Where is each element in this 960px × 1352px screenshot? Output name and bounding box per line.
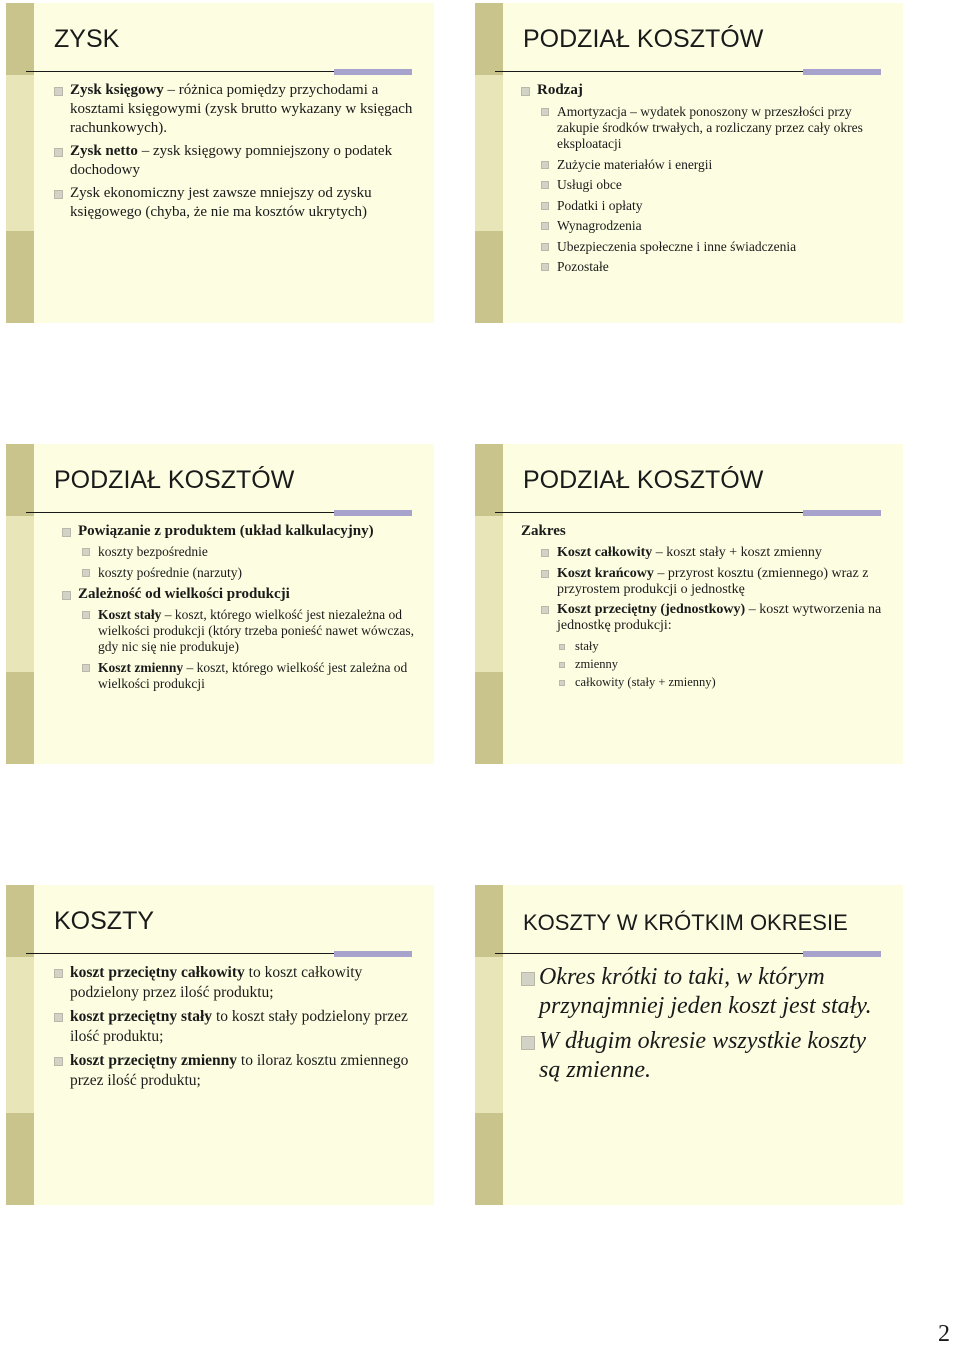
list-heading: Rodzaj (521, 81, 885, 100)
square-bullet-icon (54, 969, 63, 978)
square-bullet-icon (82, 664, 90, 672)
square-bullet-icon (541, 181, 549, 189)
slide-koszty-w-krotkim-okresie (475, 885, 903, 1205)
list-item: Amortyzacja – wydatek ponoszony w przeszłości przy zakupie środków trwałych, a rozliczany przez cały okres eksploatacji (541, 104, 885, 152)
list-item: Koszt stały – koszt, którego wielkość jest niezależna od wielkości produkcji (który trzeba ponieść nawet wówczas, gdy nic się nie produkuje) (82, 607, 416, 655)
slide-content (521, 81, 885, 280)
square-bullet-icon (559, 662, 565, 668)
list-item: koszt przeciętny stały to koszt stały podzielony przez ilość produktu; (54, 1007, 416, 1047)
slide-stripe-accent (475, 957, 503, 1113)
slide-content (54, 81, 416, 226)
slide-content (521, 963, 885, 1091)
square-bullet-icon (541, 549, 549, 557)
list-item: Zysk księgowy – różnica pomiędzy przychodami a kosztami księgowymi (zysk brutto wykazany w księgach rachunkowych). (54, 81, 416, 138)
square-bullet-icon (82, 548, 90, 556)
square-bullet-icon (54, 1057, 63, 1066)
square-bullet-icon (62, 591, 71, 600)
square-bullet-icon (82, 611, 90, 619)
slide-stripe-accent (6, 957, 34, 1113)
list-item: Wynagrodzenia (541, 218, 885, 234)
list-item: Okres krótki to taki, w którym przynajmniej jeden koszt jest stały. (521, 963, 885, 1021)
square-bullet-icon (62, 528, 71, 537)
title-rule-accent (803, 69, 881, 75)
slide-stripe-accent (475, 75, 503, 231)
square-bullet-icon (521, 87, 530, 96)
list-subitem: całkowity (stały + zmienny) (559, 675, 885, 690)
square-bullet-icon (54, 190, 63, 199)
title-rule-accent (334, 510, 412, 516)
slide-stripe-accent (6, 75, 34, 231)
slide-podzial-rodzaj (475, 3, 903, 323)
list-item: Koszt całkowity – koszt stały + koszt zmienny (541, 545, 885, 561)
square-bullet-icon (541, 263, 549, 271)
slide-title: KOSZTY W KRÓTKIM OKRESIE (523, 910, 848, 935)
title-rule-accent (803, 510, 881, 516)
list-heading: Zależność od wielkości produkcji (62, 585, 416, 604)
square-bullet-icon (54, 148, 63, 157)
square-bullet-icon (541, 222, 549, 230)
title-rule-accent (334, 69, 412, 75)
square-bullet-icon (541, 570, 549, 578)
square-bullet-icon (521, 1036, 535, 1050)
list-item: Pozostałe (541, 259, 885, 275)
slide-content (521, 522, 885, 693)
square-bullet-icon (521, 972, 535, 986)
slide-title: PODZIAŁ KOSZTÓW (523, 466, 764, 494)
slide-content (62, 522, 416, 696)
list-item: Koszt przeciętny (jednostkowy) – koszt wytworzenia na jednostkę produkcji: (541, 602, 885, 634)
list-item: koszt przeciętny całkowity to koszt całkowity podzielony przez ilość produktu; (54, 963, 416, 1003)
list-item: Koszt krańcowy – przyrost kosztu (zmiennego) wraz z przyrostem produkcji o jednostkę (541, 566, 885, 598)
list-item: W długim okresie wszystkie koszty są zmienne. (521, 1027, 885, 1085)
square-bullet-icon (541, 243, 549, 251)
slide-stripe-accent (475, 516, 503, 672)
square-bullet-icon (541, 606, 549, 614)
slide-zysk (6, 3, 434, 323)
slide-podzial-zakres (475, 444, 903, 764)
list-item: Podatki i opłaty (541, 198, 885, 214)
square-bullet-icon (559, 644, 565, 650)
list-item: Zysk netto – zysk księgowy pomniejszony o podatek dochodowy (54, 142, 416, 180)
slide-content (54, 963, 416, 1095)
square-bullet-icon (541, 161, 549, 169)
slide-title: ZYSK (54, 25, 120, 53)
square-bullet-icon (559, 680, 565, 686)
list-heading: Zakres (521, 523, 566, 539)
slide-stripe-accent (6, 516, 34, 672)
square-bullet-icon (541, 108, 549, 116)
list-subitem: stały (559, 639, 885, 654)
square-bullet-icon (54, 1013, 63, 1022)
list-item: Zysk ekonomiczny jest zawsze mniejszy od zysku księgowego (chyba, że nie ma kosztów ukrytych) (54, 184, 416, 222)
slide-title: PODZIAŁ KOSZTÓW (523, 25, 764, 53)
slide-podzial-powiazanie (6, 444, 434, 764)
list-item: Koszt zmienny – koszt, którego wielkość jest zależna od wielkości produkcji (82, 660, 416, 692)
list-heading: Powiązanie z produktem (układ kalkulacyjny) (62, 522, 416, 541)
page-number: 2 (938, 1321, 950, 1347)
square-bullet-icon (541, 202, 549, 210)
list-item: Zużycie materiałów i energii (541, 157, 885, 173)
slide-title: PODZIAŁ KOSZTÓW (54, 466, 295, 494)
list-item: koszt przeciętny zmienny to iloraz kosztu zmiennego przez ilość produktu; (54, 1051, 416, 1091)
square-bullet-icon (54, 87, 63, 96)
slide-koszty (6, 885, 434, 1205)
square-bullet-icon (82, 569, 90, 577)
slide-title: KOSZTY (54, 907, 155, 935)
list-item: koszty bezpośrednie (82, 544, 416, 560)
title-rule-accent (334, 951, 412, 957)
list-subitem: zmienny (559, 657, 885, 672)
list-item: koszty pośrednie (narzuty) (82, 565, 416, 581)
list-item: Ubezpieczenia społeczne i inne świadczenia (541, 239, 885, 255)
list-item: Usługi obce (541, 177, 885, 193)
title-rule-accent (803, 951, 881, 957)
